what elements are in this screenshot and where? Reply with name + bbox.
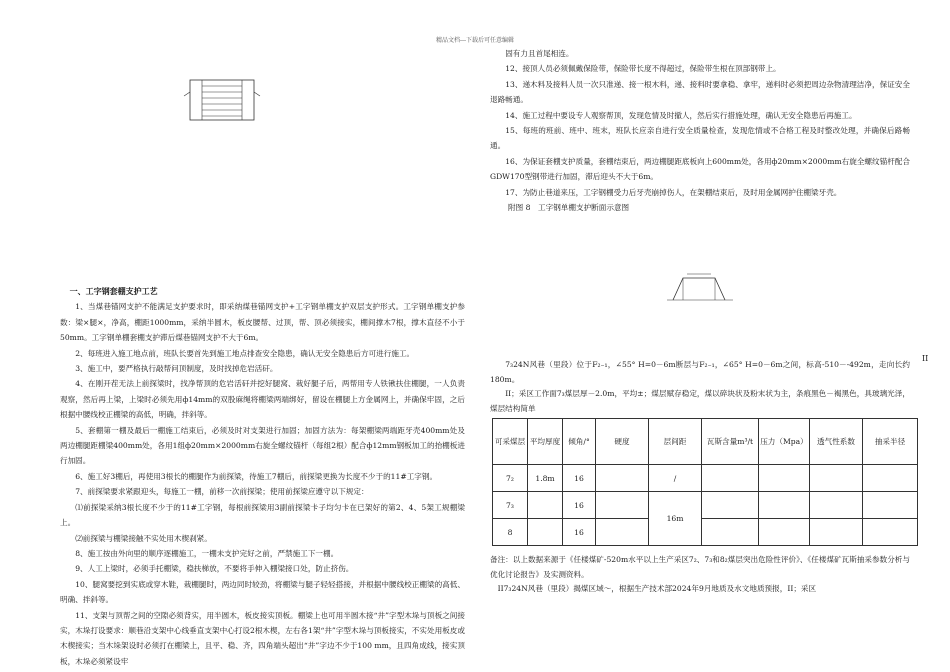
figure-caption: 附图 8 工字钢单棚支护断面示意图 <box>508 203 630 213</box>
cell <box>528 519 563 546</box>
header-cell: 可采煤层 <box>493 419 528 465</box>
cell <box>810 519 863 546</box>
table-note <box>490 553 910 597</box>
table-row <box>493 519 918 546</box>
cell: 16 <box>563 519 596 546</box>
cell <box>702 465 759 492</box>
paragraph: 10、腿窝要挖到实底或穿木鞋，栽棚腿时，两边同时较劲，将棚梁与腿子轻轻搭接，并根据中腰线校正棚梁的高低、明确、拌斜等。 <box>60 579 465 605</box>
paragraph: 13、递木料及接料人员一次只准递、接一根木料，递、接料时要拿稳、拿牢，递料时必须把周边杂物清理洁净，保证安全退路畅通。 <box>490 79 910 105</box>
table-row <box>493 465 918 492</box>
header-cell: 硬度 <box>596 419 649 465</box>
paragraph: II；采区工作面7₃煤层厚－2.0m，平均±；煤层赋存稳定，煤以碎块状及粉末状为主，条痕黑色－褐黑色，具玻璃光泽，煤层结构简单 <box>490 389 910 413</box>
cell <box>596 492 649 519</box>
paragraph: 7、前探梁要求紧跟迎头，每施工一棚，前移一次前探梁；使用前探梁应遵守以下规定： <box>75 487 369 497</box>
paragraph: 9、人工上梁时，必须手托棚梁，稳扶梯放，不要将手伸入棚梁接口处，防止挤伤。 <box>75 564 354 574</box>
section-title: 一、工字钢套棚支护工艺 <box>69 286 158 296</box>
cell <box>702 519 759 546</box>
cell <box>528 492 563 519</box>
paragraph: 固有力且首尾相连。 <box>505 49 574 58</box>
section-number: II <box>922 354 929 363</box>
paragraph: ⑴前探梁采纳3根长度不少于的11#工字钢，每根前探梁用3副前探梁卡子均匀卡在已架好的第2、4、5架工规棚梁上。 <box>60 502 465 528</box>
paragraph: 15、每班的班前、班中、班末，班队长应亲自进行安全质量检查，发现危情或不合格工程及时整改处理，并确保后路畅通。 <box>490 126 910 151</box>
cell: 16 <box>563 492 596 519</box>
paragraph: 16、为保证套棚支护质量，套棚结束后，两边棚腿距底板向上600mm处，各用ф20mm×2000mm右旋全螺纹锚杆配合GDW170型钢带进行加固，滞后迎头不大于6m。 <box>490 156 910 182</box>
header-cell: 抽采半径 <box>863 419 918 465</box>
paragraph: 3、施工中，要严格执行敲帮问顶制度，及时找掉危岩活矸。 <box>75 364 278 374</box>
cell <box>810 492 863 519</box>
paragraph: 4、在刚开茬无法上前探梁时，找净帮顶的危岩活矸并挖好腿窝、栽好腿子后，两帮用专人铁锹扶住棚腿，一人负责观察，然后再上梁，上梁时必须先用ф14mm的双股麻绳将棚梁两端绑好，留设在棚腿上方金属网上，并确保牢固，之后根据中腰线校正棚梁的高低，明确，拌斜等。 <box>60 379 465 420</box>
header-cell: 瓦斯含量m³/t <box>702 419 759 465</box>
note-line: 备注：以上数据来源于《任楼煤矿-520m水平以上生产采区7₂、7₃和8₂煤层突出危险性评价》、《任楼煤矿瓦斯抽采参数分析与优化讨论报告》及实测资料。 <box>490 555 910 579</box>
paragraph: 2、每班进入施工地点前，班队长要首先到施工地点排查安全隐患，确认无安全隐患后方可进行施工。 <box>75 348 415 358</box>
header-cell: 倾角/° <box>563 419 596 465</box>
header-cell: 层间距 <box>649 419 702 465</box>
page-header: 精品文档---下载后可任意编辑 <box>435 37 515 44</box>
cell <box>863 492 918 519</box>
paragraph: 1、当煤巷锚网支护不能满足支护要求时，即采纳煤巷锚网支护+工字钢单棚支护双层支护形式。工字钢单棚支护参数：梁×腿×，净高，棚距1000mm，采纳半圆木，板皮腰帮、过顶，帮、顶必须接实，棚间撑木7根，撑木直径不小于50mm。工字钢单棚套棚支护滞后煤巷锚网支护不大于6m。 <box>60 302 465 343</box>
header-cell: 压力（Mpa） <box>759 419 810 465</box>
header-cell: 平均厚度 <box>528 419 563 465</box>
cell <box>863 519 918 546</box>
cell: 7₂ <box>493 465 528 492</box>
cell <box>759 492 810 519</box>
cell <box>810 465 863 492</box>
table-row <box>493 492 918 519</box>
cell: 7₃ <box>493 492 528 519</box>
cell: 16m <box>649 492 702 546</box>
cell: / <box>649 465 702 492</box>
left-column <box>60 284 465 669</box>
coal-seam-table <box>492 418 918 546</box>
paragraph: 6、施工好3棚后，再使用3根长的棚腿作为前探梁，待施工7棚后，前探梁更换为长度不少于的11#工字钢。 <box>75 471 438 481</box>
cell <box>702 492 759 519</box>
cell <box>759 519 810 546</box>
paragraph: 5、套棚第一棚及最后一棚施工结束后，必须及时对支架进行加固；加固方法为：每架棚梁两端距牙壳400mm处及两边棚腿距棚梁400mm处，各用1组ф20mm×2000mm右旋全螺纹锚杆（每组2根）配合ф12mm钢板加工的抬棚板进行加固。 <box>60 425 465 466</box>
paragraph: 17、为防止巷道来压，工字钢棚受力后牙壳崩掉伤人，在架棚结束后，及时用金属网护住棚梁牙壳。 <box>505 187 842 197</box>
geology-text <box>490 358 910 416</box>
paragraph: 14、施工过程中要设专人观察帮顶，发现危情及时撤人，然后实行措施处理，确认无安全隐患后再施工。 <box>505 110 857 120</box>
paragraph: 8、施工按由外向里的顺序逐棚施工，一棚未支护完好之前，严禁施工下一棚。 <box>75 548 339 558</box>
cell <box>759 465 810 492</box>
paragraph: 12、接顶人员必须佩戴保险带，保险带长度不得超过，保险带生根在顶部钢带上。 <box>505 64 781 74</box>
cell: 8 <box>493 519 528 546</box>
table-header-row <box>493 419 918 465</box>
paragraph: 7₃24N风巷（里段）位于F₂₋₁，∠55° H=0－6m断层与F₂₋₁，∠65° H=0－6m之间，标高-510－-492m，走向长约180m。 <box>490 360 910 384</box>
cell <box>596 519 649 546</box>
cell <box>596 465 649 492</box>
cell <box>863 465 918 492</box>
header-cell: 透气性系数 <box>810 419 863 465</box>
cell: 1.8m <box>528 465 563 492</box>
note-line: II7₃24N风巷（里段）揭煤区域～，根据生产技术部2024年9月地质及水文地质预报，II；采区 <box>497 584 817 593</box>
support-sketch <box>182 78 262 128</box>
right-column <box>490 46 910 215</box>
paragraph: 11、支架与顶帮之间的空隙必须背实，用半圆木，板皮接实顶板。棚梁上也可用半圆木接“井”字型木垛与顶板之间接实，木垛打设要求：顺巷沿支架中心线垂直支架中心打设2根木楔，左右各1架“井”字型木垛与顶板接实，不实处用板皮或木楔接实；当木垛架设时必须打在棚梁上，且平、稳、齐，四角端头超出“井”字边不少于100 mm，且四角成线，接实顶板，木垛必须紧设牢 <box>60 610 465 666</box>
paragraph: ⑵前探梁与棚梁接触不实处用木楔刹紧。 <box>75 533 212 543</box>
cell: 16 <box>563 465 596 492</box>
cross-section-figure <box>665 268 735 308</box>
